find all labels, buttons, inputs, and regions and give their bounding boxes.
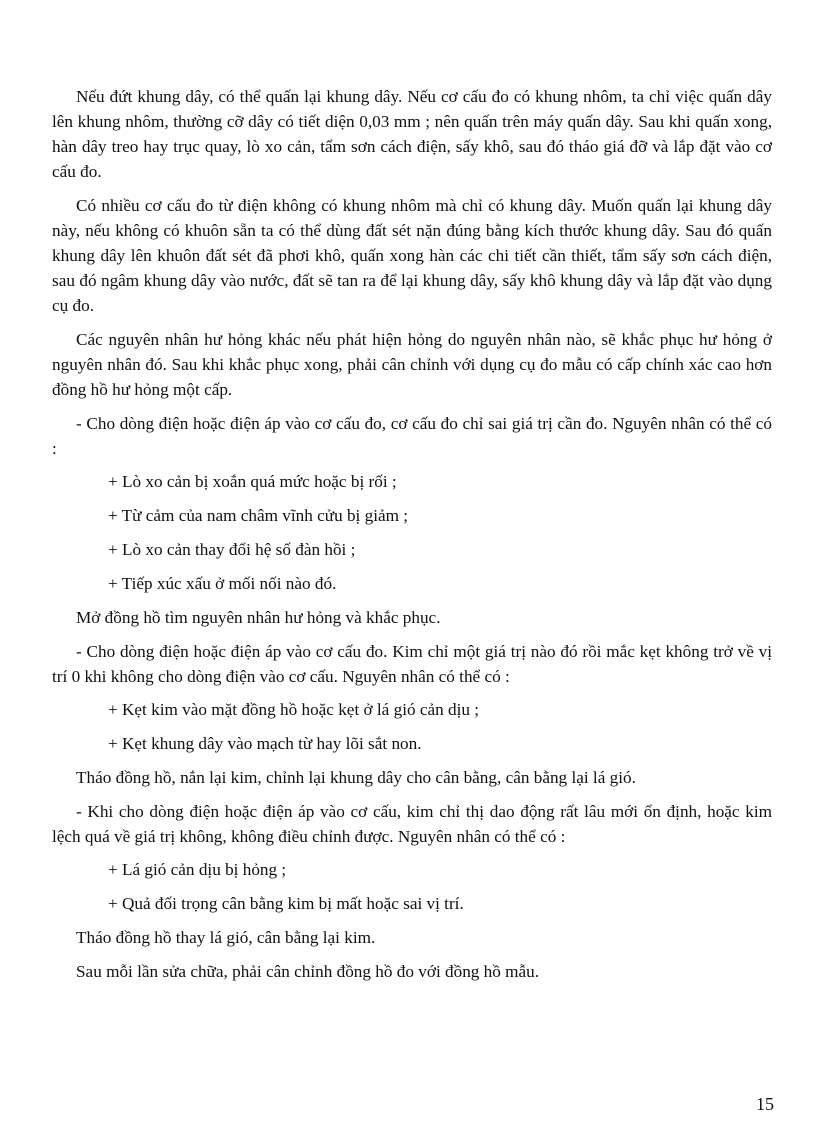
paragraph-final-calibration: Sau mỗi lần sửa chữa, phải cân chỉnh đồng hồ đo với đồng hồ mẫu. (76, 962, 540, 981)
paragraph-case-stuck-needle: - Cho dòng điện hoặc điện áp vào cơ cấu đo. Kim chỉ một giá trị nào đó rồi mắc kẹt không trở về vị trí 0 khi không cho dòng điện vào cơ cấu. Nguyên nhân có thể có : (52, 642, 772, 686)
bullet-item: + Lá gió cản dịu bị hỏng ; (108, 860, 287, 879)
paragraph-coil-rewinding: Nếu đứt khung dây, có thể quấn lại khung dây. Nếu cơ cấu đo có khung nhôm, ta chỉ việc quấn dây lên khung nhôm, thường cỡ dây có tiết diện 0,03 mm ; nên quấn trên máy quấn dây. Sau khi quấn xong, hàn dây treo hay trục quay, lò xo cản, tẩm sơn cách điện, sấy khô, sau đó tháo giá đỡ và lắp đặt vào cơ cấu đo. (52, 87, 772, 181)
bullet-item: + Lò xo cản thay đổi hệ số đàn hồi ; (108, 540, 356, 559)
paragraph-case-oscillation: - Khi cho dòng điện hoặc điện áp vào cơ cấu, kim chỉ thị dao động rất lâu mới ổn định, hoặc kim lệch quá về giá trị không, không điều chỉnh được. Nguyên nhân có thể có : (52, 802, 772, 846)
bullet-item: + Kẹt kim vào mặt đồng hồ hoặc kẹt ở lá gió cản dịu ; (108, 700, 480, 719)
paragraph-fix-stuck: Tháo đồng hồ, nắn lại kim, chỉnh lại khung dây cho cân bằng, cân bằng lại lá gió. (76, 768, 636, 787)
bullet-item: + Tiếp xúc xấu ở mối nối nào đó. (108, 574, 337, 593)
bullet-item: + Quả đối trọng cân bằng kim bị mất hoặc sai vị trí. (108, 894, 464, 913)
page-number: 15 (756, 1094, 774, 1114)
bullet-item: + Lò xo cản bị xoắn quá mức hoặc bị rối ; (108, 472, 397, 491)
paragraph-case-wrong-value: - Cho dòng điện hoặc điện áp vào cơ cấu đo, cơ cấu đo chỉ sai giá trị cần đo. Nguyên nhân có thể có : (52, 414, 772, 458)
body-text (52, 84, 772, 993)
paragraph-other-causes: Các nguyên nhân hư hỏng khác nếu phát hiện hỏng do nguyên nhân nào, sẽ khắc phục hư hỏng ở nguyên nhân đó. Sau khi khắc phục xong, phải cân chỉnh với dụng cụ đo mẫu có cấp chính xác cao hơn đồng hồ hư hỏng một cấp. (52, 330, 772, 399)
bullet-item: + Kẹt khung dây vào mạch từ hay lõi sắt non. (108, 734, 422, 753)
paragraph-clay-mold: Có nhiều cơ cấu đo từ điện không có khung nhôm mà chỉ có khung dây. Muốn quấn lại khung dây này, nếu không có khuôn sẵn ta có thể dùng đất sét nặn đúng bằng kích thước khung dây. Sau đó quấn khung dây lên khuôn đất sét đã phơi khô, quấn xong hàn các chi tiết cần thiết, tẩm sấy sơn cách điện, sau đó ngâm khung dây vào nước, đất sẽ tan ra để lại khung dây, sấy khô khung dây và lắp đặt vào dụng cụ đo. (52, 196, 772, 315)
bullet-item: + Từ cảm của nam châm vĩnh cửu bị giảm ; (108, 506, 409, 525)
paragraph-replace-vane: Tháo đồng hồ thay lá gió, cân bằng lại kim. (76, 928, 376, 947)
paragraph-open-meter: Mở đồng hồ tìm nguyên nhân hư hỏng và khắc phục. (76, 608, 441, 627)
